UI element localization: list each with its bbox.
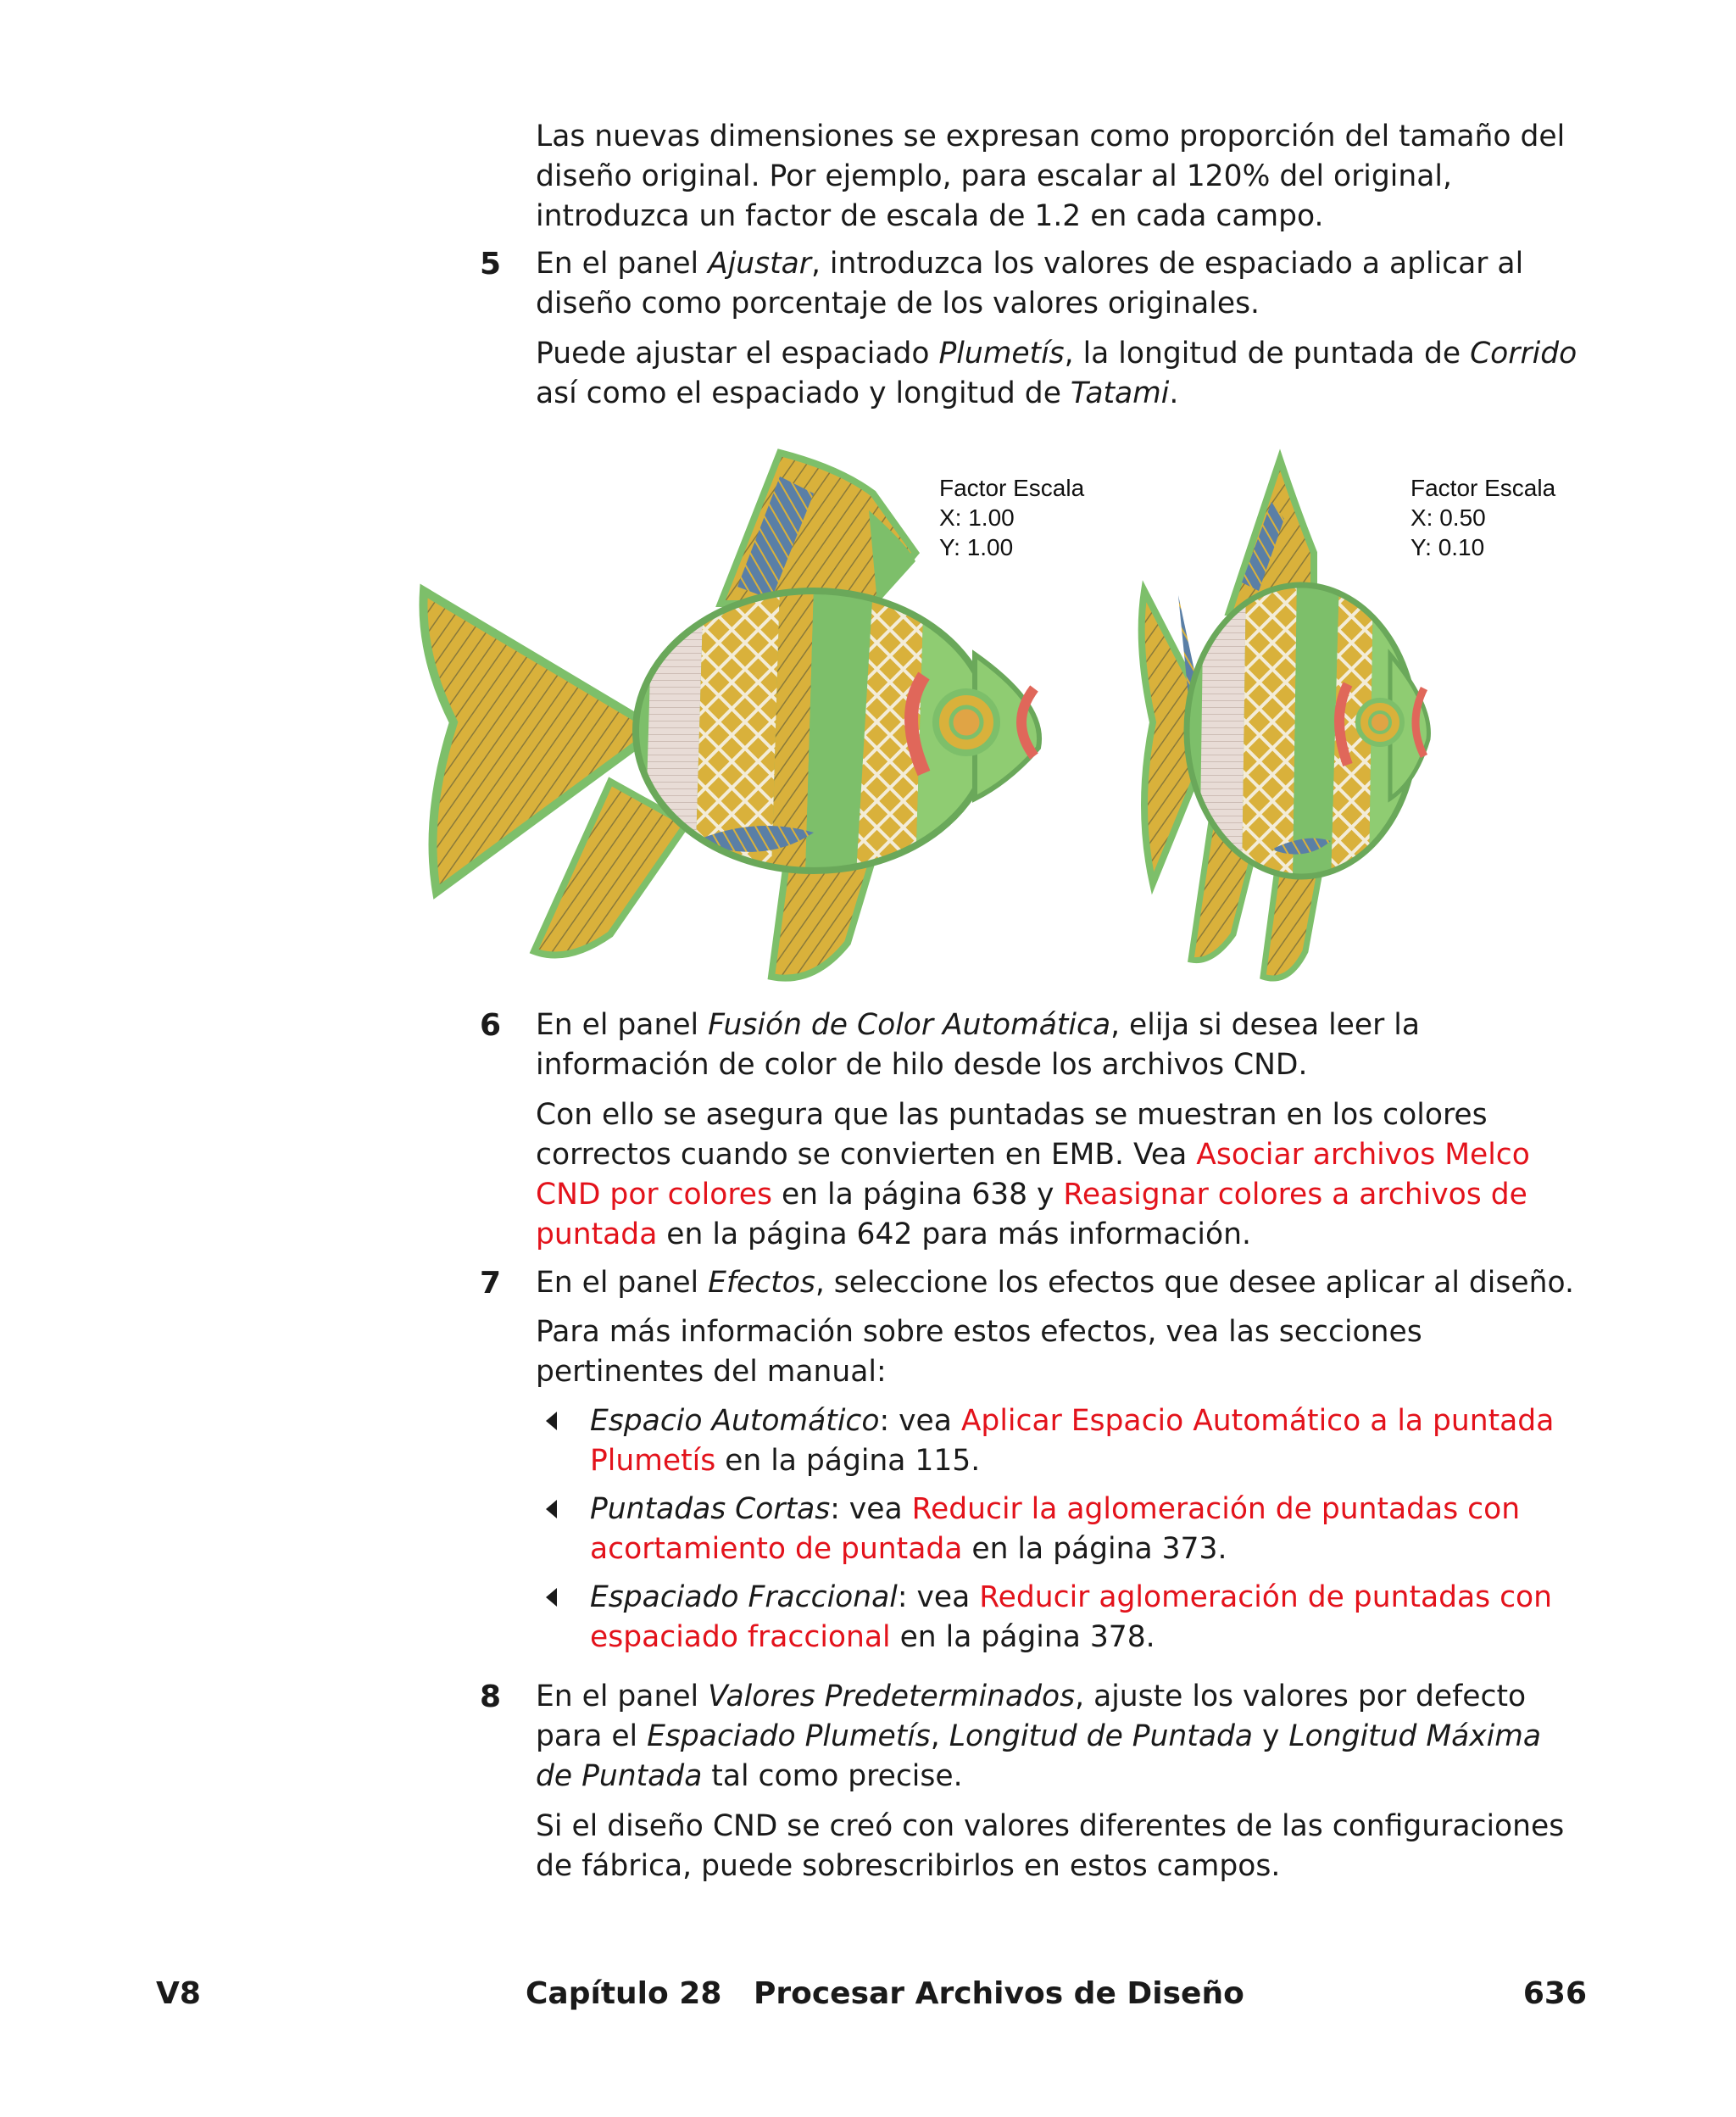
step-5-detail: Puede ajustar el espaciado Plumetís, la longitud de puntada de Corrido así como el espaciado y longitud de Tatami. [536,337,1577,410]
step-6-detail: Con ello se asegura que las puntadas se muestran en los colores correctos cuando se convierten en EMB. Vea Asociar archivos Melco CND por colores en la página 638 y Reasignar colores a archivos de puntada en la página 642 para más información. [536,1098,1530,1251]
step-6-paragraph: En el panel Fusión de Color Automática, elija si desea leer la información de color de hilo desde los archivos CND. [536,1008,1421,1082]
right-scale-label: Factor Escala X: 0.50 Y: 0.10 [1410,475,1556,560]
step-7-detail: Para más información sobre estos efectos, vea las secciones pertinentes del manual: [536,1315,1422,1389]
footer-version: V8 [156,1976,201,2011]
link-reducir-aglomeracion-fraccional[interactable]: Reducir aglomeración de puntadas con espaciado fraccional [590,1580,1553,1654]
step-5-paragraph: En el panel Ajustar, introduzca los valores de espaciado a aplicar al diseño como porcentaje de los valores originales. [536,247,1524,320]
bullet-arrow-icon [546,1588,557,1607]
step-8-paragraph: En el panel Valores Predeterminados, ajuste los valores por defecto para el Espaciado Plumetís, Longitud de Puntada y Longitud Máxima de Puntada tal como precise. [536,1680,1541,1793]
footer-chapter: Capítulo 28 Procesar Archivos de Diseño [526,1976,1244,2011]
bullet-espacio-automatico: Espacio Automático: vea Aplicar Espacio Automático a la puntada Plumetís en la página 115. [590,1404,1555,1478]
fish-small [1142,460,1429,978]
intro-paragraph: Las nuevas dimensiones se expresan como proporción del tamaño del diseño original. Por ejemplo, para escalar al 120% del original, introduzca un factor de escala de 1.2 en cada campo. [536,120,1566,233]
bullet-puntadas-cortas: Puntadas Cortas: vea Reducir la aglomeración de puntadas con acortamiento de puntada en la página 373. [590,1492,1521,1566]
link-asociar-melco[interactable]: Asociar archivos Melco CND por colores [536,1138,1530,1212]
step-5-number: 5 [480,247,502,281]
link-reducir-aglomeracion-acortamiento[interactable]: Reducir la aglomeración de puntadas con acortamiento de puntada [590,1492,1521,1566]
footer-page-number: 636 [1522,1976,1587,2011]
fish-figure [415,443,1602,985]
term-ajustar: Ajustar [708,247,811,281]
step-8-number: 8 [480,1680,502,1714]
step-7-paragraph: En el panel Efectos, seleccione los efectos que desee aplicar al diseño. [536,1266,1574,1300]
step-6-number: 6 [480,1008,502,1043]
link-reasignar-colores[interactable]: Reasignar colores a archivos de puntada [536,1178,1527,1251]
bullet-arrow-icon [546,1500,557,1518]
bullet-espaciado-fraccional: Espaciado Fraccional: vea Reducir aglomeración de puntadas con espaciado fraccional en la página 378. [590,1580,1553,1654]
link-espacio-automatico[interactable]: Aplicar Espacio Automático a la puntada Plumetís [590,1404,1555,1478]
bullet-arrow-icon [546,1412,557,1430]
step-8-detail: Si el diseño CND se creó con valores diferentes de las configuraciones de fábrica, puede sobrescribirlos en estos campos. [536,1809,1565,1883]
left-scale-label: Factor Escala X: 1.00 Y: 1.00 [939,475,1085,560]
step-7-number: 7 [480,1266,502,1301]
